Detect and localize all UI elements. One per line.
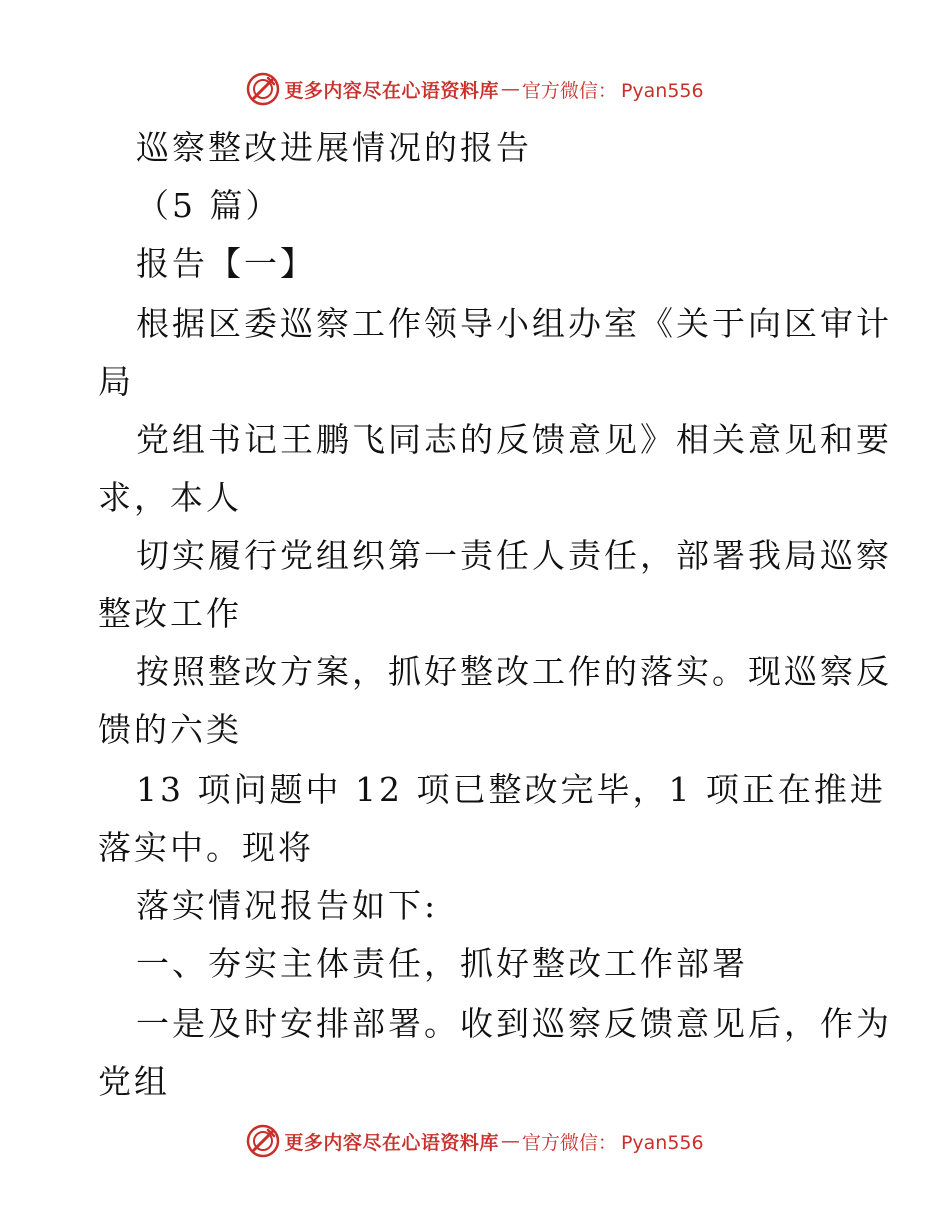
contact-account: Pyan556	[620, 1131, 704, 1154]
body-line: 切实履行党组织第一责任人责任，部署我局巡察	[136, 536, 892, 575]
footer-banner	[0, 1124, 950, 1158]
document-subtitle: （5 篇）	[136, 186, 282, 225]
body-line: 13 项问题中 12 项已整改完毕，1 项正在推进	[136, 770, 886, 809]
body-line: 求，本人	[98, 478, 242, 517]
body-line: 党组	[98, 1062, 170, 1101]
promo-text: 更多内容尽在心语资料库	[284, 79, 499, 102]
body-line: 落实情况报告如下:	[136, 886, 439, 925]
body-line: 局	[98, 362, 134, 401]
body-line: 馈的六类	[98, 710, 242, 749]
separator: —	[500, 78, 520, 100]
document-title: 巡察整改进展情况的报告	[136, 128, 532, 167]
brand-logo-icon	[246, 1124, 280, 1158]
contact-label: 官方微信：	[521, 79, 617, 102]
body-line: 一是及时安排部署。收到巡察反馈意见后，作为	[136, 1004, 892, 1043]
header-banner	[0, 72, 950, 106]
section-heading: 报告【一】	[136, 244, 316, 283]
contact-label: 官方微信：	[521, 1131, 617, 1154]
body-line: 整改工作	[98, 594, 242, 633]
contact-info	[522, 1128, 704, 1155]
body-line: 落实中。现将	[98, 828, 314, 867]
body-line: 一、夯实主体责任，抓好整改工作部署	[136, 944, 748, 983]
body-line: 按照整改方案，抓好整改工作的落实。现巡察反	[136, 652, 892, 691]
body-line: 党组书记王鹏飞同志的反馈意见》相关意见和要	[136, 420, 892, 459]
brand-logo-icon	[246, 72, 280, 106]
separator: —	[500, 1130, 520, 1152]
promo-text: 更多内容尽在心语资料库	[284, 1131, 499, 1154]
contact-account: Pyan556	[620, 79, 704, 102]
body-line: 根据区委巡察工作领导小组办室《关于向区审计	[136, 304, 892, 343]
contact-info	[522, 76, 704, 103]
